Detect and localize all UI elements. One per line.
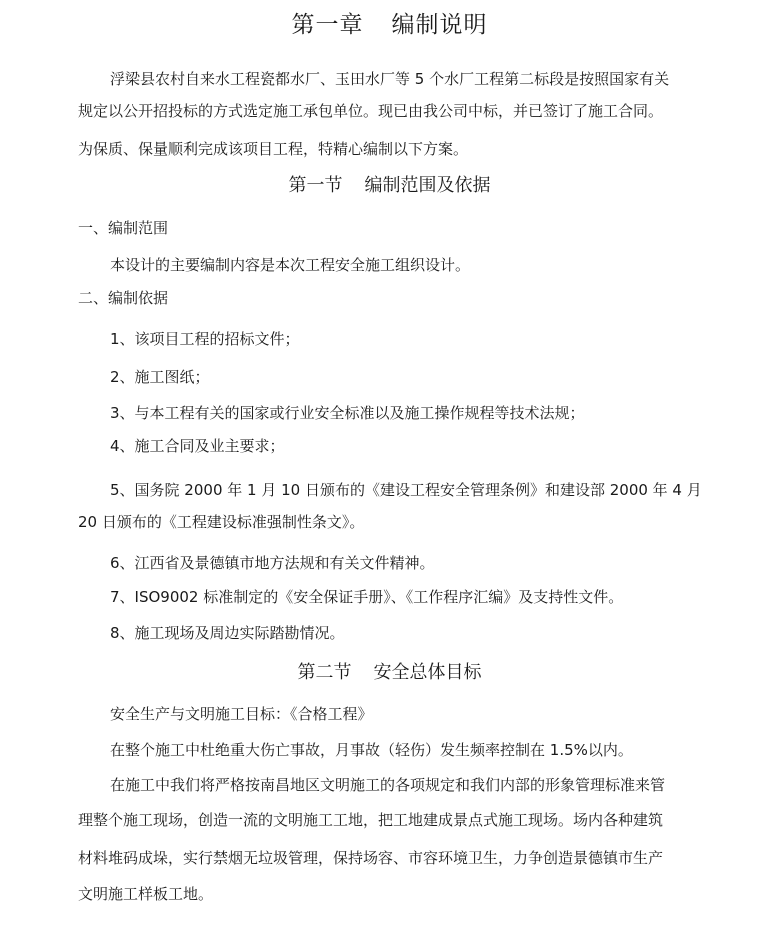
paragraph-line: 在施工中我们将严格按南昌地区文明施工的各项规定和我们内部的形象管理标准来管 xyxy=(110,776,666,794)
paragraph-line: 在整个施工中杜绝重大伤亡事故，月事故（轻伤）发生频率控制在 1.5%以内。 xyxy=(110,741,633,759)
list-item: 20 日颁布的《工程建设标准强制性条文》。 xyxy=(78,513,365,531)
section-heading xyxy=(0,174,779,198)
list-item: 1、该项目工程的招标文件； xyxy=(110,330,300,348)
chapter-number: 第一章 xyxy=(291,12,364,38)
subsection-heading: 一、编制范围 xyxy=(78,219,169,237)
paragraph-line: 浮梁县农村自来水工程瓷都水厂、玉田水厂等 5 个水厂工程第二标段是按照国家有关 xyxy=(110,70,670,88)
chapter-title: 编制说明 xyxy=(391,12,488,38)
list-item: 7、ISO9002 标准制定的《安全保证手册》、《工作程序汇编》及支持性文件。 xyxy=(110,588,624,606)
paragraph-line: 文明施工样板工地。 xyxy=(78,885,214,903)
section-heading xyxy=(0,661,779,685)
list-item: 4、施工合同及业主要求； xyxy=(110,437,285,455)
list-item: 3、与本工程有关的国家或行业安全标准以及施工操作规程等技术法规； xyxy=(110,404,585,422)
list-item: 6、江西省及景德镇市地方法规和有关文件精神。 xyxy=(110,554,435,572)
paragraph-line: 理整个施工现场，创造一流的文明施工工地，把工地建成景点式施工现场。场内各种建筑 xyxy=(78,811,664,829)
list-item: 2、施工图纸； xyxy=(110,368,210,386)
section-title: 编制范围及依据 xyxy=(364,175,491,196)
list-item: 5、国务院 2000 年 1 月 10 日颁布的《建设工程安全管理条例》和建设部 2000 年 4 月 xyxy=(110,481,702,499)
section-title: 安全总体目标 xyxy=(373,662,482,683)
paragraph-line: 为保质、保量顺利完成该项目工程，特精心编制以下方案。 xyxy=(78,140,469,158)
subsection-heading: 二、编制依据 xyxy=(78,289,169,307)
section-number: 第一节 xyxy=(288,175,343,196)
paragraph-line: 安全生产与文明施工目标：《合格工程》 xyxy=(110,705,373,723)
paragraph-line: 材料堆码成垛，实行禁烟无垃圾管理，保持场容、市容环境卫生，力争创造景德镇市生产 xyxy=(78,849,664,867)
section-number: 第二节 xyxy=(297,662,352,683)
list-item: 8、施工现场及周边实际踏勘情况。 xyxy=(110,624,345,642)
paragraph-line: 规定以公开招投标的方式选定施工承包单位。现已由我公司中标，并已签订了施工合同。 xyxy=(78,102,664,120)
chapter-heading xyxy=(0,10,779,40)
paragraph-line: 本设计的主要编制内容是本次工程安全施工组织设计。 xyxy=(110,256,471,274)
